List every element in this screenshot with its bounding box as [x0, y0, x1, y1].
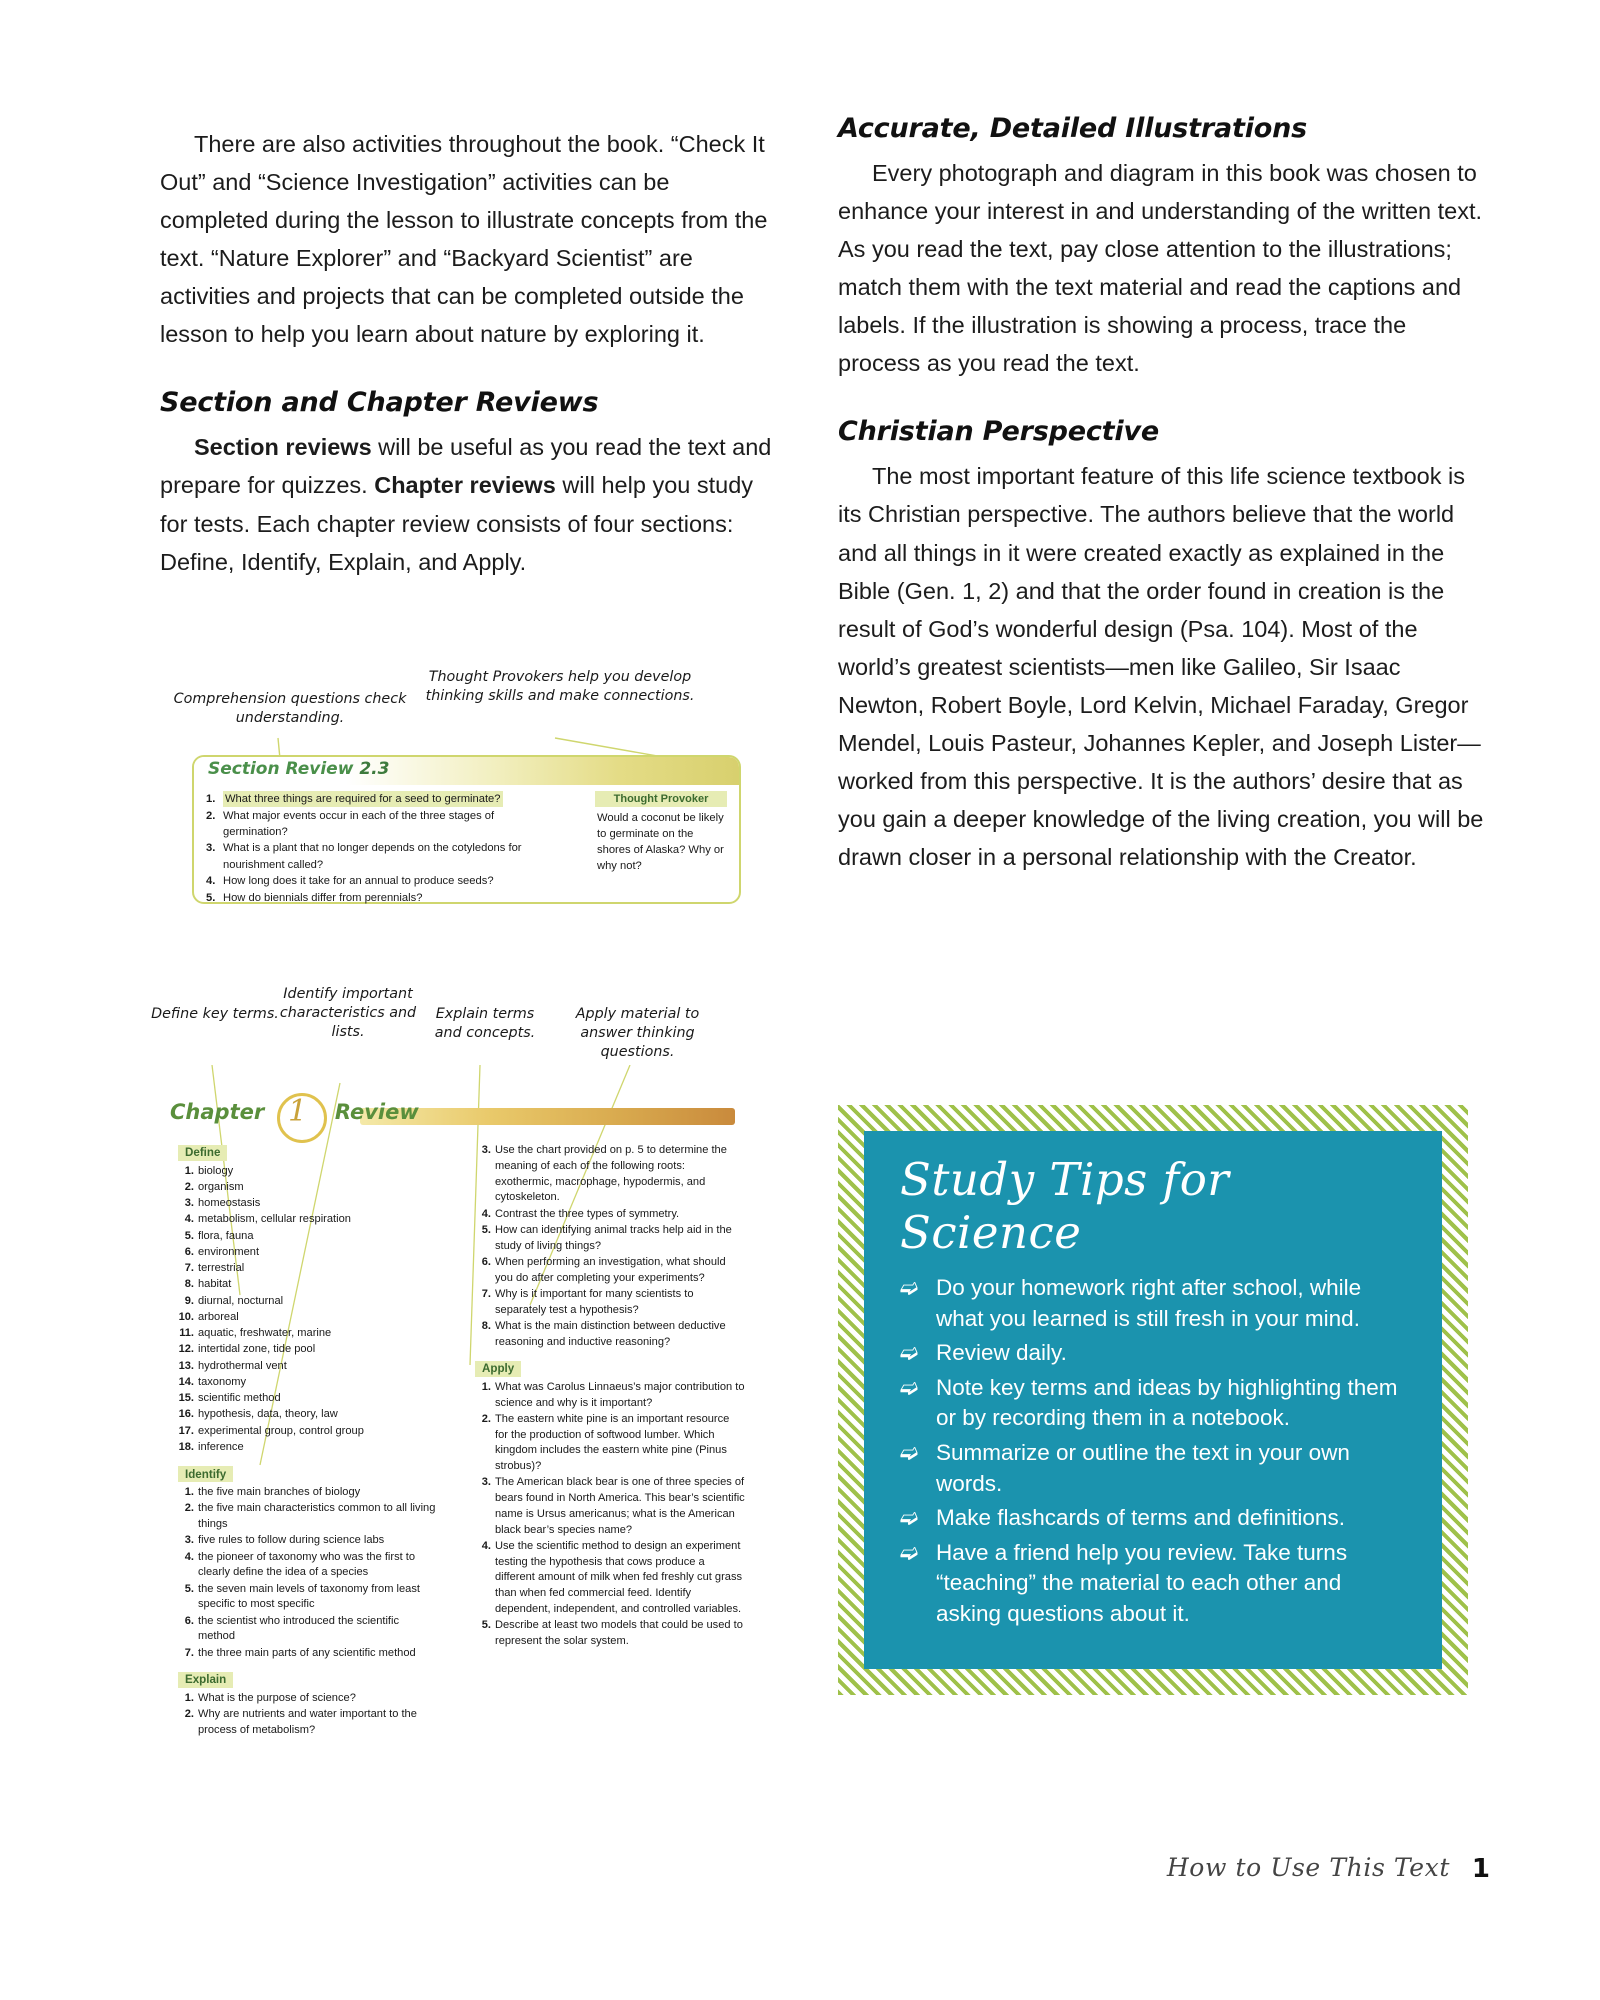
- section-review-title: [208, 759, 389, 779]
- list-item: 5. How do biennials differ from perennials?: [206, 891, 423, 904]
- section-review-number: 2.3: [359, 759, 390, 779]
- study-tip-item: [898, 1338, 1408, 1369]
- list-item: 2. organism: [184, 1180, 244, 1193]
- arrow-icon: ➫: [900, 1505, 919, 1531]
- chapter-review-column-right: [475, 1143, 745, 1659]
- list-item: 3. homeostasis: [184, 1197, 261, 1209]
- chapter-review-figure: [151, 985, 780, 1736]
- study-tip-text: Make flashcards of terms and definitions.: [936, 1505, 1345, 1531]
- list-item: 17. experimental group, control group: [178, 1424, 364, 1437]
- callout-explain: Explain terms and concepts.: [434, 1006, 536, 1041]
- thought-provoker-box: [595, 791, 727, 875]
- list-item: 18. inference: [178, 1440, 244, 1453]
- study-tip-text: Note key terms and ideas by highlighting them or by recording them in a notebook.: [936, 1374, 1398, 1431]
- chapter-review-header: [170, 1094, 770, 1134]
- list-item: 3. What is a plant that no longer depends on the cotyledons for nourishment called?: [206, 842, 522, 871]
- right-column: [838, 113, 1488, 876]
- list-item: 2. the five main characteristics common to all living things: [184, 1502, 436, 1530]
- explain-list-left: [178, 1691, 438, 1739]
- callout-identify: Identify important characteristics and lists.: [279, 986, 417, 1040]
- study-tip-text: Do your homework right after school, while what you learned is still fresh in your mind.: [936, 1275, 1362, 1331]
- identify-label: Identify: [178, 1466, 233, 1482]
- illustrations-paragraph: Every photograph and diagram in this book was chosen to enhance your interest in and understanding of the written text. As you read the text, pay close attention to the illustrations; match them with the text material and read the captions and labels. If the illustration is showing a process, trace the process as you read the text.: [838, 160, 1483, 377]
- illustrations-heading: Accurate, Detailed Illustrations: [838, 113, 1308, 144]
- define-label: Define: [178, 1145, 227, 1161]
- list-item: 5. How can identifying animal tracks help aid in the study of living things?: [481, 1223, 732, 1252]
- list-item: 15. scientific method: [178, 1392, 281, 1404]
- list-item: 2. Why are nutrients and water important to the process of metabolism?: [184, 1708, 417, 1736]
- list-item: 2. What major events occur in each of the three stages of germination?: [206, 809, 495, 838]
- section-review-title-text: Section Review: [208, 759, 354, 779]
- list-item: 6. the scientist who introduced the scientific method: [184, 1614, 400, 1643]
- list-item: 1. What three things are required for a seed to germinate?: [206, 791, 536, 807]
- page-number: 1: [1471, 1854, 1490, 1884]
- list-item: 4. How long does it take for an annual to produce seeds?: [206, 875, 494, 888]
- section-reviews-bold-2: Chapter reviews: [374, 472, 556, 499]
- list-item: 2. The eastern white pine is an important resource for the production of softwood lumber. Which kingdom includes the eastern white pine (Pinus strobus)?: [481, 1412, 730, 1472]
- left-column: [160, 125, 780, 581]
- define-list: [178, 1164, 438, 1456]
- section-reviews-text-2: will help you study for tests. Each chapter review consists of four sections: Define, Identify, Explain, and Apply.: [160, 472, 754, 575]
- identify-list: [178, 1485, 438, 1661]
- chapter-review-title-word-2: Review: [334, 1100, 419, 1124]
- list-item: 7. terrestrial: [184, 1262, 245, 1274]
- study-tip-item: [898, 1373, 1408, 1434]
- callout-apply: Apply material to answer thinking questions.: [575, 1006, 700, 1060]
- arrow-icon: ➫: [900, 1439, 919, 1465]
- study-tip-item: [898, 1273, 1408, 1334]
- callout-thought-provokers: Thought Provokers help you develop thinking skills and make connections.: [425, 669, 695, 705]
- list-item: 8. What is the main distinction between deductive reasoning and inductive reasoning?: [481, 1319, 726, 1348]
- arrow-icon: ➫: [900, 1275, 919, 1300]
- chapter-review-column-left: [178, 1143, 438, 1748]
- list-item: 8. habitat: [184, 1278, 232, 1291]
- study-tip-text: Review daily.: [936, 1340, 1067, 1366]
- list-item: 4. metabolism, cellular respiration: [184, 1213, 351, 1226]
- list-item: 16. hypothesis, data, theory, law: [178, 1408, 338, 1421]
- section-reviews-text-1: will be useful as you read the text and prepare for quizzes.: [160, 434, 772, 499]
- section-review-question-list: [206, 791, 536, 906]
- list-item: 9. diurnal, nocturnal: [184, 1294, 284, 1307]
- apply-list: [475, 1380, 745, 1650]
- study-tip-item: [898, 1538, 1408, 1630]
- callout-define: Define key terms.: [151, 1006, 279, 1022]
- list-item: 3. The American black bear is one of three species of bears found in North America. This bear’s scientific name is Ursus americanus; what is the American black bear’s species name?: [481, 1476, 745, 1536]
- list-item: 3. Use the chart provided on p. 5 to determine the meaning of each of the following roots: exothermic, macrophage, hypodermis, and cytoskeleton.: [481, 1144, 727, 1204]
- chapter-number: 1: [288, 1094, 308, 1129]
- list-item: 13. hydrothermal vent: [178, 1359, 287, 1372]
- list-item: 4. Use the scientific method to design an experiment testing the hypothesis that cows produce a different amount of milk when fed freshly cut grass than when fed commercial feed. Identify dependent, independent, and controlled variables.: [481, 1539, 743, 1615]
- arrow-icon: ➫: [900, 1374, 919, 1400]
- list-item: 6. When performing an investigation, what should you do after completing your experiments?: [481, 1255, 726, 1284]
- list-item: 5. the seven main levels of taxonomy from least specific to most specific: [184, 1582, 420, 1611]
- section-chapter-reviews-heading: Section and Chapter Reviews: [160, 387, 599, 419]
- list-item: 1. the five main branches of biology: [184, 1486, 361, 1498]
- list-item: 14. taxonomy: [178, 1375, 247, 1388]
- arrow-icon: ➫: [900, 1539, 919, 1565]
- list-item: 5. Describe at least two models that could be used to represent the solar system.: [481, 1619, 743, 1647]
- thought-provoker-text: Would a coconut be likely to germinate on the shores of Alaska? Why or why not?: [597, 812, 724, 872]
- thought-provoker-label: Thought Provoker: [595, 791, 727, 807]
- list-item: 12. intertidal zone, tide pool: [178, 1343, 316, 1356]
- arrow-icon: ➫: [900, 1340, 919, 1366]
- list-item: 3. five rules to follow during science labs: [184, 1534, 385, 1547]
- study-tip-text: Have a friend help you review. Take turns “teaching” the material to each other and asking questions about it.: [936, 1539, 1348, 1626]
- study-tips-panel: [838, 1105, 1468, 1695]
- study-tip-item: [898, 1503, 1408, 1534]
- list-item: 6. environment: [184, 1245, 260, 1258]
- study-tip-text: Summarize or outline the text in your own words.: [936, 1439, 1350, 1496]
- christian-perspective-heading: Christian Perspective: [838, 416, 1159, 448]
- callout-comprehension: Comprehension questions check understanding.: [173, 691, 407, 727]
- christian-perspective-paragraph: The most important feature of this life science textbook is its Christian perspective. The authors believe that the world and all things in it were created exactly as explained in the Bible (Gen. 1, 2) and that the order found in creation is the result of God’s wonderful design (Psa. 104). Most of the world’s greatest scientists—men like Galileo, Sir Isaac Newton, Robert Boyle, Lord Kelvin, Michael Faraday, Gregor Mendel, Louis Pasteur, Johannes Kepler, and Joseph Lister—worked from this perspective. It is the authors’ desire that as you gain a deeper knowledge of the living creation, you will be drawn closer in a personal relationship with the Creator.: [838, 463, 1484, 870]
- list-item: 10. arboreal: [178, 1310, 239, 1323]
- chapter-review-title-word-1: Chapter: [170, 1100, 265, 1124]
- list-item: 1. What was Carolus Linnaeus’s major contribution to science and why is it important?: [481, 1380, 745, 1409]
- explain-list-right: [475, 1143, 745, 1350]
- explain-label: Explain: [178, 1672, 233, 1688]
- study-tip-item: [898, 1438, 1408, 1499]
- section-review-box: [192, 755, 741, 904]
- section-reviews-bold-1: Section reviews: [194, 434, 372, 461]
- study-tips-title: Study Tips for Science: [900, 1153, 1230, 1259]
- list-item: 11. aquatic, freshwater, marine: [179, 1327, 332, 1339]
- intro-paragraph: There are also activities throughout the book. “Check It Out” and “Science Investigation” activities can be completed during the lesson to illustrate concepts from the text. “Nature Explorer” and “Backyard Scientist” are activities and projects that can be completed outside the lesson to help you learn about nature by exploring it.: [160, 131, 768, 348]
- list-item: 4. the pioneer of taxonomy who was the first to clearly define the idea of a species: [184, 1550, 416, 1579]
- running-head: How to Use This Text: [1166, 1853, 1450, 1882]
- list-item: 1. biology: [184, 1164, 234, 1177]
- list-item: 1. What is the purpose of science?: [184, 1691, 356, 1704]
- list-item: 7. the three main parts of any scientific method: [184, 1646, 416, 1659]
- apply-label: Apply: [475, 1361, 521, 1377]
- list-item: 4. Contrast the three types of symmetry.: [481, 1207, 680, 1220]
- study-tips-inner: [864, 1131, 1442, 1669]
- section-reviews-paragraph: [160, 428, 780, 580]
- list-item: 5. flora, fauna: [184, 1229, 254, 1242]
- list-item: 7. Why is it important for many scientists to separately test a hypothesis?: [481, 1287, 694, 1316]
